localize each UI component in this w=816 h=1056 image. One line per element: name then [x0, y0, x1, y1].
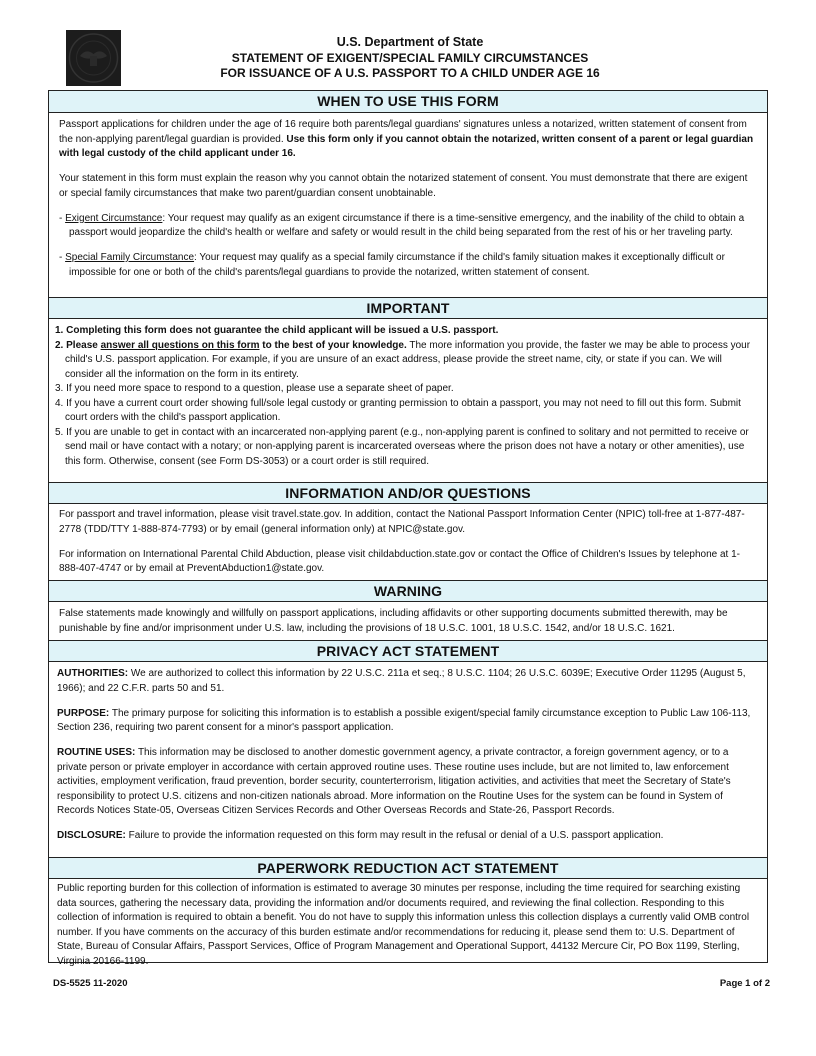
department-name: U.S. Department of State: [336, 35, 484, 49]
exigent-circumstance-paragraph: - Exigent Circumstance: Your request may qualify as an exigent circumstance if there is a time-sensitive emergency, and the inability of the child to obtain a passport would jeopardize the child's health or welfare and safety or would result in the child being separated from the rest of his or her traveling party.: [59, 212, 745, 238]
when-paragraph-2: Your statement in this form must explain the reason why you cannot obtain the notarized statement of consent. You must demonstrate that there are exigent or special family circumstances that make two parent/guardian consent unobtainable.: [59, 173, 748, 199]
important-item-2: 2. Please answer all questions on this form to the best of your knowledge. The more information you provide, the faster we may be able to process your child's U.S. passport application. For example, if you are unsure of an exact address, please provide the street name, city, or state if you can. We will consider all the information on the form in its entirety.: [55, 339, 751, 380]
privacy-purpose: PURPOSE: The primary purpose for soliciting this information is to establish a possible exigent/special family circumstance exception to Public Law 106-113, Section 236, requiring two parent consent for a minor's passport application.: [57, 707, 751, 733]
privacy-authorities: AUTHORITIES: We are authorized to collect this information by 22 U.S.C. 211a et seq.; 8 U.S.C. 1104; 26 U.S.C. 6039E; Executive Order 11295 (August 5, 1966); and 22 C.F.R. parts 50 and 51.: [57, 668, 746, 694]
warning-section-body: [49, 607, 767, 636]
important-item-4: 4. If you have a current court order showing full/sole legal custody or granting permission to obtain a passport, you may not need to fill out this form. Submit court orders with the child's passport application.: [55, 397, 741, 423]
paperwork-paragraph: Public reporting burden for this collection of information is estimated to average 30 minutes per response, including the time required for searching existing data sources, gathering the necessary data, providing the information and/or documents required, and reviewing the final collection. Responding to this collection of information is required to obtain a benefit. You do not have to supply this information unless this collection displays a currently valid OMB control number. If you have comments on the accuracy of this burden estimate and/or recommendations for reducing it, please send them to: U.S. Department of State, Bureau of Consular Affairs, Passport Services, Office of Program Management and Operational Support, 44132 Mercure Cir, PO Box 1199, Sterling, Virginia 20166-1199.: [57, 883, 750, 967]
info-section-body: [49, 508, 767, 577]
page-number: Page 1 of 2: [719, 978, 770, 989]
important-section-body: [49, 324, 767, 469]
important-item-1: 1. Completing this form does not guarantee the child applicant will be issued a U.S. passport.: [55, 325, 499, 336]
when-paragraph-1: Passport applications for children under the age of 16 require both parents/legal guardians' signatures unless a notarized, written statement of consent from the non-applying parent/legal guardian is provided. Use this form only if you cannot obtain the notarized, written consent of a parent or legal guardian with legal custody of the child applicant under 16.: [59, 119, 754, 159]
form-body: [48, 90, 768, 967]
important-section-title: IMPORTANT: [49, 297, 767, 319]
info-section-title: INFORMATION AND/OR QUESTIONS: [49, 482, 767, 504]
privacy-section-title: PRIVACY ACT STATEMENT: [49, 640, 767, 662]
form-title-line1: STATEMENT OF EXIGENT/SPECIAL FAMILY CIRCUMSTANCES: [231, 51, 589, 65]
info-paragraph-2: For information on International Parental Child Abduction, please visit childabduction.state.gov or contact the Office of Children's Issues by telephone at 1-888-407-4747 or by email at PreventAbduction1@state.gov.: [59, 548, 741, 574]
privacy-disclosure: DISCLOSURE: Failure to provide the information requested on this form may result in the refusal or denial of a U.S. passport application.: [57, 830, 664, 841]
paperwork-section-title: PAPERWORK REDUCTION ACT STATEMENT: [49, 857, 767, 879]
special-family-paragraph: - Special Family Circumstance: Your request may qualify as a special family circumstance if the child's family situation makes it exceptionally difficult or impossible for one or both of the child's parents/legal guardians to provide the notarized, written statement of consent.: [59, 252, 725, 278]
warning-section-title: WARNING: [49, 580, 767, 602]
warning-paragraph: False statements made knowingly and willfully on passport applications, including affidavits or other supporting documents submitted therewith, may be punishable by fine and/or imprisonment under U.S. law, including the provisions of 18 U.S.C. 1001, 18 U.S.C. 1542, and/or 18 U.S.C. 1621.: [59, 608, 728, 634]
when-section-title: WHEN TO USE THIS FORM: [49, 91, 767, 113]
department-seal-icon: [66, 30, 121, 86]
paperwork-section-body: [49, 882, 767, 969]
form-number: DS-5525 11-2020: [53, 978, 128, 989]
important-item-3: 3. If you need more space to respond to a question, please use a separate sheet of paper.: [55, 383, 454, 394]
when-section-body: [49, 118, 767, 280]
privacy-routine-uses: ROUTINE USES: This information may be disclosed to another domestic government agency, a private contractor, a foreign government agency, or to a private person or private employer in accordance with certain approved routine uses. These routine uses include, but are not limited to, law enforcement activities, employment verification, fraud prevention, border security, counterterrorism, litigation activities, and activities that meet the Secretary of State's responsibility to protect U.S. citizens and non-citizen nationals abroad. More information on the Routine Uses for the system can be found in System of Records Notices State-05, Overseas Citizen Services Records and Other Overseas Records and State-26, Passport Records.: [57, 747, 731, 816]
important-item-5: 5. If you are unable to get in contact with an incarcerated non-applying parent (e.g., non-applying parent is confined to solitary and not permitted to receive or send mail or have contact with a notary; or non-applying parent is incarcerated overseas where the prison does not have a notary or other amenities), use this form. Otherwise, consent (see Form DS-3053) or a court order is still required.: [55, 426, 749, 467]
form-title-line2: FOR ISSUANCE OF A U.S. PASSPORT TO A CHILD UNDER AGE 16: [220, 66, 600, 80]
form-header: [120, 35, 700, 81]
info-paragraph-1: For passport and travel information, please visit travel.state.gov. In addition, contact the National Passport Information Center (NPIC) toll-free at 1-877-487-2778 (TDD/TTY 1-888-874-7793) or by email (general information only) at NPIC@state.gov.: [59, 509, 745, 535]
privacy-section-body: [49, 667, 767, 844]
